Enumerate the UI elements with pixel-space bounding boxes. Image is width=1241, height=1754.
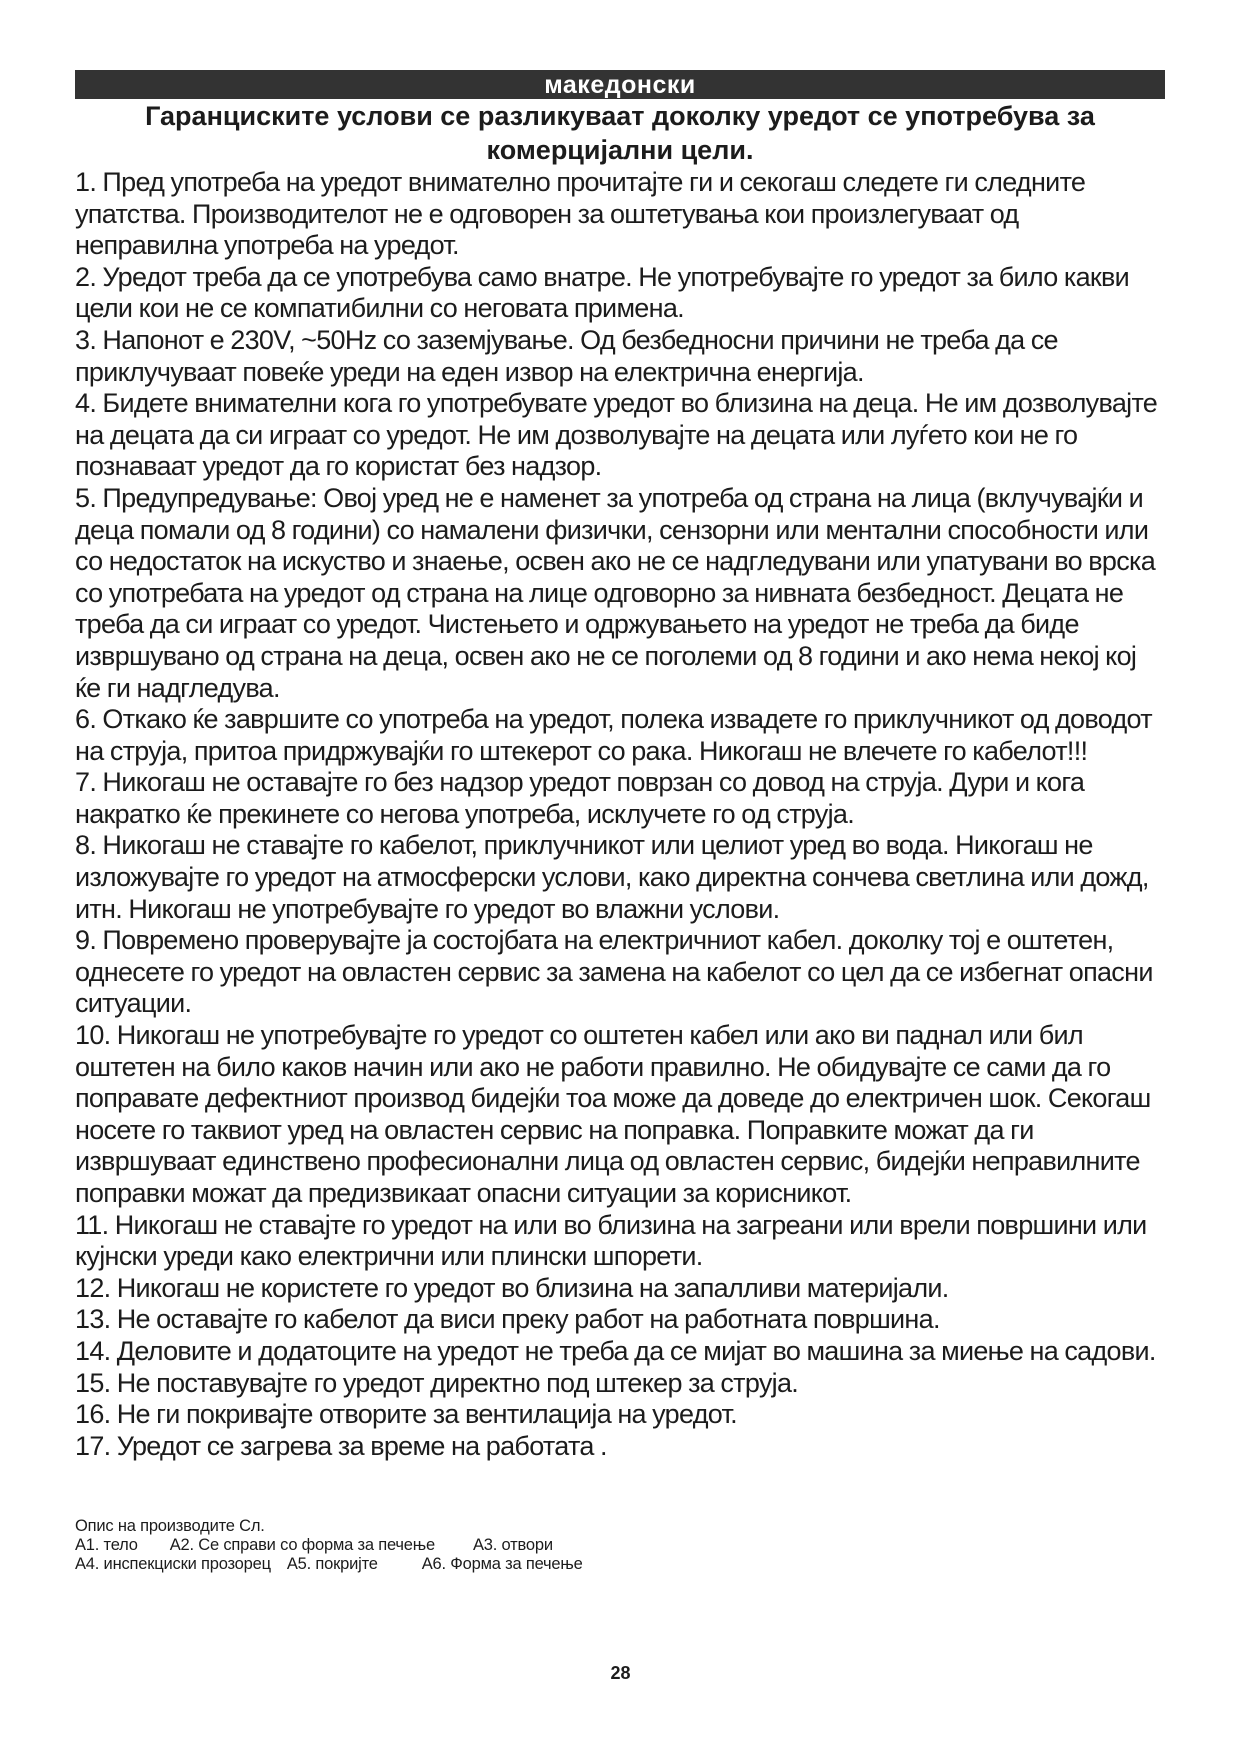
rule-item: 11. Никогаш не ставајте го уредот на или во близина на загреани или врели површини или кујнски уреди како електрични или плински шпорети. <box>75 1209 1147 1272</box>
parts-title: Опис на производите Сл. <box>75 1517 265 1536</box>
part-a1: A1. тело <box>75 1536 138 1555</box>
rule-item: 14. Деловите и додатоците на уредот не треба да се мијат во машина за миење на садови. <box>75 1335 1156 1366</box>
rule-item: 15. Не поставувајте го уредот директно под штекер за струја. <box>75 1367 799 1398</box>
parts-row-2 <box>75 1555 1165 1574</box>
warranty-note: Гаранциските услови се разликуваат доколку уредот се употребува за комерцијални цели. <box>145 101 1095 165</box>
rule-item: 6. Откако ќе завршите со употреба на уредот, полека извадете го приклучникот од доводот на струја, притоа придржувајќи го штекерот со рака. Никогаш не влечете го кабелот!!! <box>75 704 1152 766</box>
safety-rules-list <box>75 167 1165 1462</box>
rule-item: 9. Повремено проверувајте ја состојбата на електричниот кабел. доколку тој е оштетен, однесете го уредот на овластен сервис за замена на кабелот со цел да се избегнат опасни ситуации. <box>75 925 1153 1019</box>
part-a2: A2. Се спрaви со форма за печење <box>169 1536 435 1555</box>
page-number: 28 <box>610 1663 631 1683</box>
part-a6: A6. Форма за печење <box>421 1555 583 1574</box>
rule-item: 17. Уредот се загрева за време на работата . <box>75 1430 607 1461</box>
rule-item: 7. Никогаш не оставајте го без надзор уредот поврзан со довод на струја. Дури и кога накратко ќе прекинете со негова употреба, исклучете го од струја. <box>75 767 1085 829</box>
part-a4: A4. инспекциски прозорец <box>75 1555 271 1574</box>
rule-item: 12. Никогаш не користете го уредот во близина на запалливи материјали. <box>75 1272 949 1303</box>
rule-item: 2. Уредот треба да се употребува само внатре. Не употребувајте го уредот за било какви цели кои не се компатибилни со неговата примена. <box>75 261 1130 324</box>
part-a5: A5. покријте <box>286 1555 378 1574</box>
part-a3: A3. отвори <box>472 1536 553 1555</box>
rule-item: 3. Напонот е 230V, ~50Hz со заземјување. Од безбедносни причини не треба да се приклучуваат повеќе уреди на еден извор на електрична енергија. <box>75 324 1058 387</box>
rule-item: 16. Не ги покривајте отворите за вентилација на уредот. <box>75 1399 737 1430</box>
manual-page <box>75 70 1165 1574</box>
language-header-bar <box>75 70 1165 99</box>
rule-item: 4. Бидете внимателни кога го употребувате уредот во близина на деца. Не им дозволувајте на децата да си играат со уредот. Не им дозволувајте на децата или луѓето кои не го познаваат уредот да го користат без надзор. <box>75 388 1158 482</box>
parts-description <box>75 1517 1165 1574</box>
rule-item: 1. Пред употреба на уредот внимателно прочитајте ги и секогаш следете ги следните упатства. Производителот не е одговорен за оштетувања кои произлегуваат од неправилна употреба на уредот. <box>75 167 1086 261</box>
rule-item: 10. Никогаш не употребувајте го уредот со оштетен кабел или ако ви паднал или бил оштетен на било каков начин или ако не работи правилно. Не обидувајте се сами да го поправате дефектниот производ бидејќи тоа може да доведе до електричен шок. Секогаш носете го таквиот уред на овластен сервис на поправка. Поправките можат да ги извршуваат единствено професионални лица од овластен сервис, бидејќи неправилните поправки можат да предизвикаат опасни ситуации за корисникот. <box>75 1020 1151 1208</box>
parts-row-1 <box>75 1536 1165 1555</box>
rule-item: 8. Никогаш не ставајте го кабелот, приклучникот или целиот уред во вода. Никогаш не изложувајте го уредот на атмосферски услови, како директна сончева светлина или дожд, итн. Никогаш не употребувајте го уредот во влажни услови. <box>75 830 1149 924</box>
rule-item: 13. Не оставајте го кабелот да виси преку работ на работната површина. <box>75 1304 940 1335</box>
language-label: македонски <box>544 71 696 99</box>
rule-item: 5. Предупредување: Овој уред не е наменет за употреба од страна на лица (вклучувајќи и деца помали од 8 години) со намалени физички, сензорни или ментални способности или со недостаток на искуство и знаење, освен ако не се надгледувани или упатувани во врска со употребата на уредот од страна на лице одговорно за нивната безбедност. Децата не треба да си играат со уредот. Чистењето и одржувањето на уредот не треба да биде извршувано од страна на деца, освен ако не се поголеми од 8 години и ако нема некој кој ќе ги надгледува. <box>75 482 1156 703</box>
